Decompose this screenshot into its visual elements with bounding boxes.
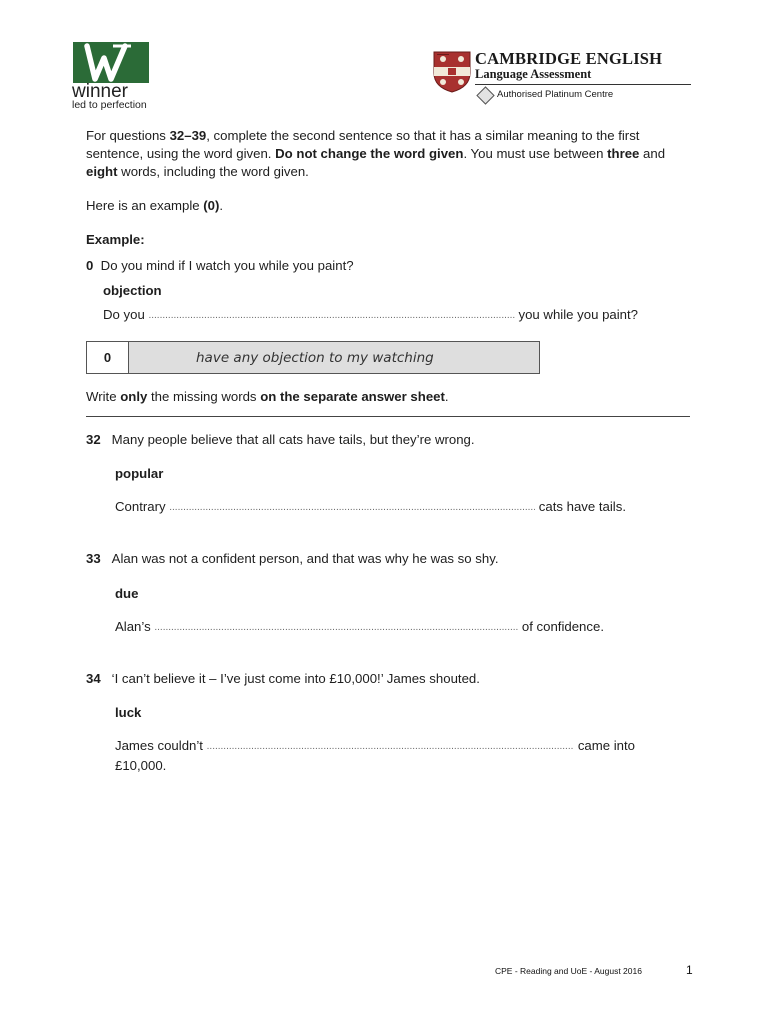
question-34-dotted-gap [207,738,575,756]
cambridge-subtitle: Language Assessment [475,67,592,81]
question-34-keyword: luck [115,705,142,720]
w-letter-icon [73,42,149,83]
question-33-sentence: 33 Alan was not a confident person, and that was why he was so shy. [86,551,499,566]
winner-tagline: led to perfection [72,99,147,111]
question-33-gap-line: Alan’s ..... of confidence. [115,619,604,637]
question-32-sentence: 32 Many people believe that all cats have tails, but they’re wrong. [86,432,475,447]
platinum-centre-label: Authorised Platinum Centre [497,89,614,100]
example-intro: Here is an example (0). [86,198,224,213]
page-footer: CPE - Reading and UoE - August 2016 [495,966,642,976]
question-32-dotted-gap [169,499,535,517]
example-dotted-gap [148,307,514,325]
example-box-number: 0 [87,342,129,373]
example-sentence: 0 Do you mind if I watch you while you paint? [86,258,354,273]
question-32-gap-line: Contrary ..... cats have tails. [115,499,626,517]
platinum-diamond-icon [476,86,494,104]
answer-sheet-note: Write only the missing words on the separate answer sheet. [86,389,449,404]
header-rule [475,84,691,85]
question-33-dotted-gap [154,619,518,637]
question-34-sentence: 34 ‘I can’t believe it – I’ve just come into £10,000!’ James shouted. [86,671,480,686]
cambridge-title: CAMBRIDGE ENGLISH [475,49,663,68]
instructions-paragraph: For questions 32–39, complete the second sentence so that it has a similar meaning to the first sentence, using the word given. Do not change the word given. You must use between three and eight words, including the word given. [86,128,666,179]
question-34-gap-line-2: £10,000. [115,758,167,773]
winner-logo-mark [73,42,149,83]
example-keyword: objection [103,283,162,298]
example-box-answer: have any objection to my watching [129,342,539,373]
example-heading: Example: [86,232,145,247]
question-33-keyword: due [115,586,139,601]
question-34-gap-line: James couldn’t ..... came into [115,738,635,756]
example-gap-line: Do you ..... you while you paint? [103,307,638,325]
cambridge-crest-icon [433,51,471,93]
winner-wordmark: winner [72,81,128,102]
section-divider [86,416,690,417]
question-32-keyword: popular [115,466,164,481]
page-number: 1 [686,963,693,977]
example-answer-box [86,341,540,374]
